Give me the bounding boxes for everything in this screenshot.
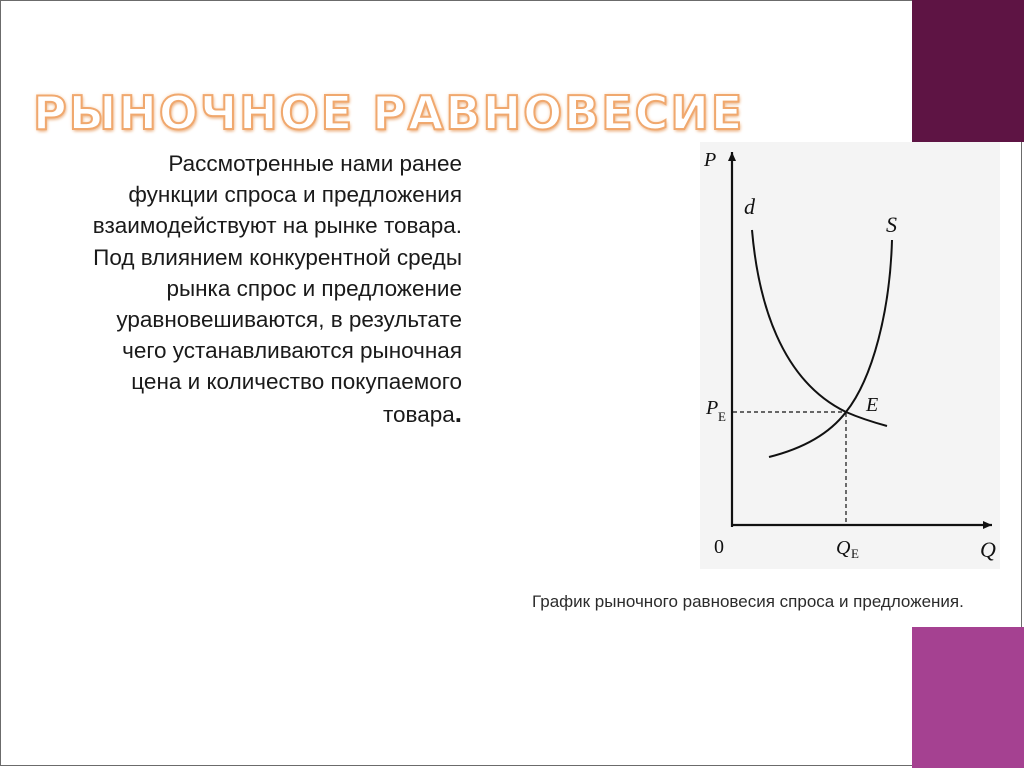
quantity-equilibrium-subscript: E <box>851 546 859 561</box>
body-paragraph: Рассмотренные нами ранее функции спроса и предложения взаимодействуют на рынке товара. Под влиянием конкурентной среды рынка спрос и предложение уравновешиваются, в результате чего устанавливаются рыночная цена и количество покупаемого товара <box>92 151 462 427</box>
axis-x-label: Q <box>980 537 996 562</box>
axis-y-label: P <box>704 149 717 171</box>
accent-bar-top <box>912 0 1024 142</box>
price-equilibrium-label: P <box>706 397 719 419</box>
graph-caption: График рыночного равновесия спроса и предложения. <box>532 592 964 611</box>
price-equilibrium-subscript: E <box>718 409 726 424</box>
body-end-mark: . <box>454 397 462 428</box>
body-text <box>90 148 462 430</box>
accent-bar-bottom <box>912 627 1024 768</box>
origin-label: 0 <box>714 536 724 558</box>
equilibrium-label: E <box>866 394 879 416</box>
quantity-equilibrium-label: Q <box>836 537 851 559</box>
supply-curve <box>769 240 892 457</box>
supply-curve-label: S <box>886 212 897 237</box>
demand-curve-label: d <box>744 194 755 219</box>
slide-title: РЫНОЧНОЕ РАВНОВЕСИЕ <box>33 86 745 140</box>
equilibrium-graph <box>690 140 1002 572</box>
